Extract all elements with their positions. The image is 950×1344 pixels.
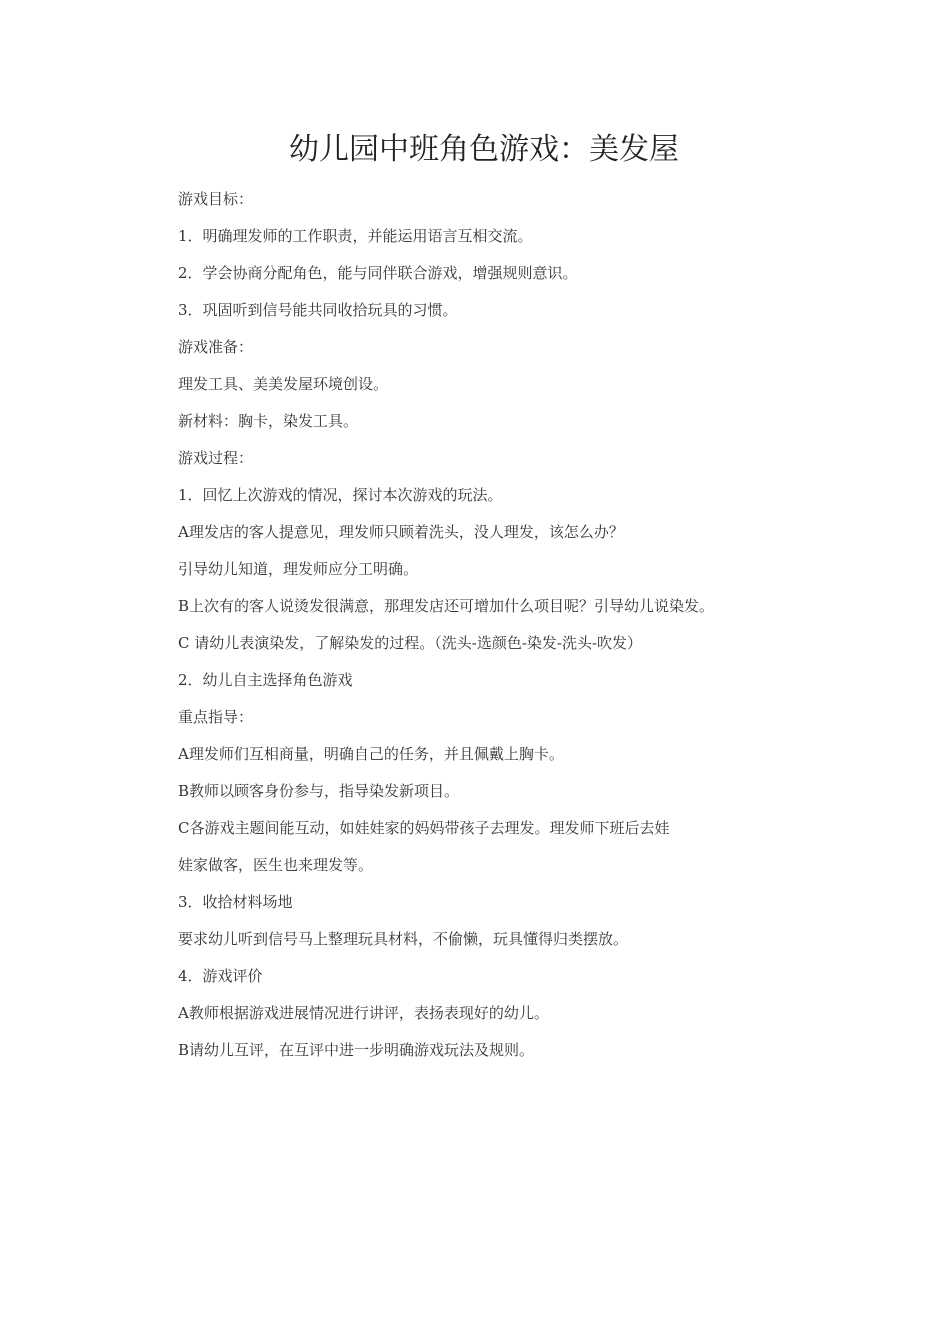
evaluation-item: B请幼儿互评，在互评中进一步明确游戏玩法及规则。 [178,1041,535,1059]
section-heading-goals: 游戏目标： [178,190,254,208]
document-body [178,181,878,1069]
process-detail: 要求幼儿听到信号马上整理玩具材料，不偷懒，玩具懂得归类摆放。 [178,930,629,948]
preparation-item: 理发工具、美美发屋环境创设。 [178,375,389,393]
section-heading-preparation: 游戏准备： [178,338,254,356]
process-detail: C 请幼儿表演染发，了解染发的过程。（洗头-选颜色-染发-洗头-吹发） [178,634,643,652]
guidance-item: C各游戏主题间能互动，如娃娃家的妈妈带孩子去理发。理发师下班后去娃 [178,819,670,837]
guidance-item: A理发师们互相商量，明确自己的任务，并且佩戴上胸卡。 [178,745,564,763]
process-detail: A理发店的客人提意见，理发师只顾着洗头，没人理发，该怎么办？ [178,523,624,541]
goal-item: 2．学会协商分配角色，能与同伴联合游戏，增强规则意识。 [178,264,578,282]
goal-item: 1．明确理发师的工作职责，并能运用语言互相交流。 [178,227,533,245]
process-step: 3．收拾材料场地 [178,893,293,911]
guidance-item-continued: 娃家做客，医生也来理发等。 [178,856,374,874]
process-step: 1．回忆上次游戏的情况，探讨本次游戏的玩法。 [178,486,503,504]
process-step: 4．游戏评价 [178,967,263,985]
preparation-item: 新材料：胸卡，染发工具。 [178,412,359,430]
guidance-item: B教师以顾客身份参与，指导染发新项目。 [178,782,460,800]
process-step: 2．幼儿自主选择角色游戏 [178,671,353,689]
evaluation-item: A教师根据游戏进展情况进行讲评，表扬表现好的幼儿。 [178,1004,549,1022]
goal-item: 3．巩固听到信号能共同收拾玩具的习惯。 [178,301,458,319]
document-title: 幼儿园中班角色游戏：美发屋 [289,132,679,167]
subsection-heading-guidance: 重点指导： [178,708,254,726]
process-detail: 引导幼儿知道，理发师应分工明确。 [178,560,419,578]
process-detail: B上次有的客人说烫发很满意，那理发店还可增加什么项目呢？引导幼儿说染发。 [178,597,715,615]
section-heading-process: 游戏过程： [178,449,254,467]
